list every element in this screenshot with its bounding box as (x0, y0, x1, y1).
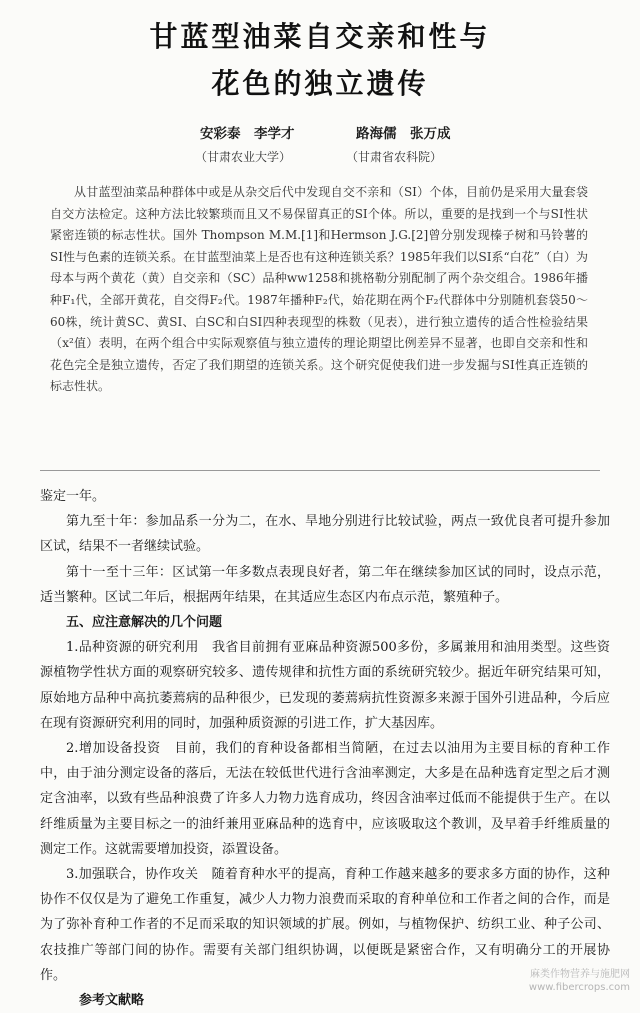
watermark-line1: 麻类作物营养与施肥网 (530, 969, 630, 980)
watermark (529, 968, 630, 994)
item-2-text: 目前，我们的育种设备都相当简陋，在过去以油用为主要目标的育种工作中，由于油分测定设备的落后，无法在较低世代进行含油率测定，大多是在品种选育定型之后才测定含油率，以致有些品种浪费了许多人力物力选育成功，终因含油率过低而不能提供于生产。在以纤维质量为主要目标之一的油纤兼用亚麻品种的选育中，应该吸取这个教训，及早着手纤维质量的测定工作。这就需要增加投资，添置设备。 (40, 741, 610, 857)
item-1 (40, 635, 610, 736)
authors-group-1: 安彩泰 李学才 (200, 126, 295, 142)
paragraph-year-9-10: 第九至十年：参加品系一分为二，在水、旱地分别进行比较试验，两点一致优良者可提升参加区试，结果不一者继续试验。 (40, 514, 610, 555)
item-2-lead: 2.增加设备投资 (66, 741, 161, 757)
references-heading: 参考文献略 (79, 993, 145, 1009)
paragraph-year-11-13: 第十一至十三年：区试第一年多数点表现良好者，第二年在继续参加区试的同时，设点示范，适当繁种。区试二年后，根据两年结果，在其适应生态区内布点示范，繁殖种子。 (40, 564, 610, 605)
item-1-lead: 1.品种资源的研究利用 (66, 640, 199, 656)
item-2 (40, 736, 610, 862)
authors-group-2: 路海儒 张万成 (356, 126, 451, 142)
abstract-paragraph: 从甘蓝型油菜品种群体中或是从杂交后代中发现自交不亲和（SI）个体，目前仍是采用大量套袋自交方法检定。这种方法比较繁琐而且又不易保留真正的SI个体。所以，重要的是找到一个与SI性状紧密连锁的标志性状。国外 Thompson M.M.[1]和Hermson J.G.[2]曾分别发现榛子树和马铃薯的SI性与色素的连锁关系。在甘蓝型油菜上是否也有这种连锁关系？1985年我们以SI系“白花”（白）为母本与两个黄花（黄）自交亲和（SC）品种ww1258和挑格勒分别配制了两个杂交组合。1986年播种F₁代，全部开黄花，自交得F₂代。1987年播种F₂代，始花期在两个F₂代群体中分别随机套袋50～60株，统计黄SC、黄SI、白SC和白SI四种表现型的株数（见表），进行独立遗传的适合性检验结果（x²值）表明，在两个组合中实际观察值与独立遗传的理论期望比例差异不显著，也即自交亲和性和花色完全是独立遗传，否定了我们期望的连锁关系。这个研究促使我们进一步发掘与SI性真正连锁的标志性状。 (50, 185, 588, 394)
watermark-line2: www.fibercrops.com (528, 982, 630, 993)
item-1-text: 我省目前拥有亚麻品种资源500多份，多属兼用和油用类型。这些资源植物学性状方面的观察研究较多、遗传规律和抗性方面的系统研究较少。据近年研究结果可知，原始地方品种中高抗萎蔫病的品种很少，已发现的萎蔫病抗性资源多来源于国外引进品种，今后应在现有资源研究利用的同时，加强种质资源的引进工作，扩大基因库。 (40, 640, 610, 731)
page-body (40, 484, 610, 1013)
item-3 (40, 862, 610, 988)
article-title-line1: 甘蓝型油菜自交亲和性与 (149, 20, 491, 53)
affiliation-1: （甘肃农业大学） (195, 150, 292, 164)
continued-paragraph: 鉴定一年。 (40, 489, 106, 504)
section-divider (40, 470, 600, 471)
affiliation-2: （甘肃省农科院） (346, 150, 443, 164)
item-3-lead: 3.加强联合，协作攻关 (66, 867, 199, 883)
section-heading: 五、应注意解决的几个问题 (66, 615, 223, 631)
item-3-text: 随着育种水平的提高，育种工作越来越多的要求多方面的协作，这种协作不仅仅是为了避免工作重复，减少人力物力浪费而采取的育种单位和工作者之间的合作，而是为了弥补育种工作者的不足而采取的知识领域的扩展。例如，与植物保护、纺织工业、种子公司、农技推广等部门间的协作。需要有关部门组织协调，以便既是紧密合作，又有明确分工的开展协作。 (40, 867, 610, 983)
abstract (50, 182, 588, 398)
article-title-line2: 花色的独立遗传 (211, 67, 429, 100)
